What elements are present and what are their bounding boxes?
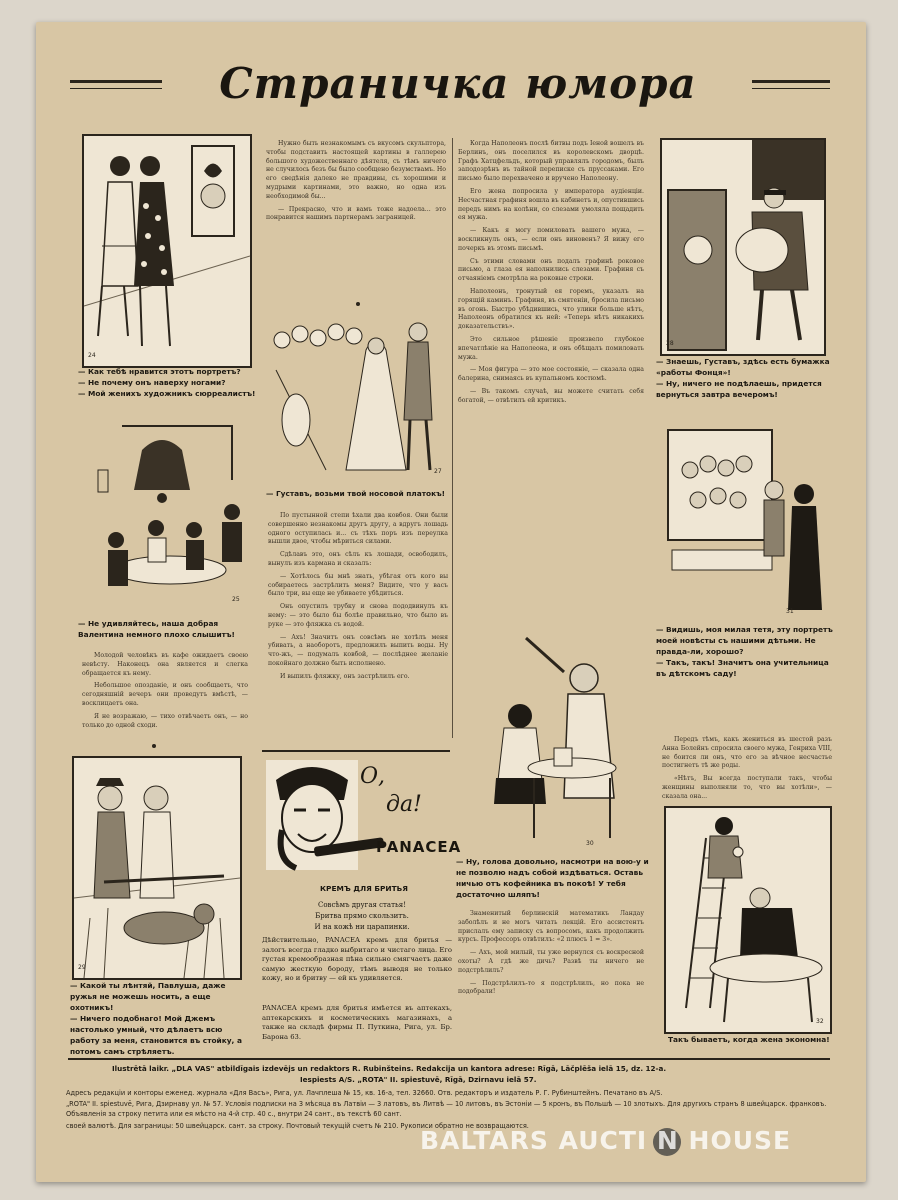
footer-rule — [68, 1058, 830, 1060]
footer-russian-line-3: своей валютѣ. Для заграницы: 50 швейцарск. сант. за строку. Почтовый текущій счетъ № 210. Рукописи обратно не возвращаются. — [66, 1122, 529, 1130]
cartoon-29-caption: — Какой ты лѣнтяй, Павлуша, даже ружья не можешь носить, а еще охотникъ! — Ничего подобнаго! Мой Джемъ настолько умный, что дѣлаетъ всю работу за меня, становится въ стойку, а потомъ самъ стрѣляетъ. — [70, 981, 242, 1056]
right-middle-column-text: Когда Наполеонъ послѣ битвы подъ Іеной вошелъ въ Берлинъ, онъ поселился въ королевскомъ дворцѣ. Графъ Хатцфельдъ, который управлялъ городомъ, былъ заподозрѣнъ въ тайной переписке съ пруссаками. Его письмо было перехвачено и вручено Наполеону. Его жена попросила у императора аудіенціи. Несчастная графиня вошла въ кабинетъ и, опустившись передъ нимъ на колѣни, со слезами умоляла пощадить ея мужа. — Какъ я могу помиловать вашего мужа, — воскликнулъ онъ, — если онъ виновенъ? Я вижу его почеркъ въ этомъ письмѣ. Съ этими словами онъ подалъ графинѣ роковое письмо, а глаза ея наполнились слезами. Графиня съ отчаяніемъ смотрѣла на роковые строки. Наполеонъ, тронутый ея горемъ, указалъ на горящій каминъ. Графиня, въ смятеніи, бросила письмо въ огонь. Быстро убѣдившись, что улики больше нѣтъ, Наполеонъ обратился къ ней: «Теперь нѣтъ никакихъ доказательствъ». Это сильное рѣшеніе произвело глубокое впечатлѣніе на Наполеона, и онъ обѣщалъ помиловать мужа. — Моя фигура — это мое состояніе, — сказала одна балерина, снимаясь въ купальномъ костюмѣ. — Въ такомъ случаѣ, вы можете считать себя богатой, — отвѣтилъ ей критикъ. — [458, 140, 644, 404]
ad-poem-line: И на кожѣ ни царапинки. — [314, 923, 410, 931]
ad-stores-text: PANACEA кремъ для бритья имѣется въ аптекахъ, аптекарскихъ и косметическихъ магазинахъ, а также на складѣ фирмы П. Путкина, Рига, ул. Бр. Барона 63. — [262, 1004, 452, 1041]
cartoon-28-number: 28 — [666, 340, 674, 347]
page-title: Страничка юмора — [219, 59, 697, 108]
title-rule-right — [752, 80, 830, 83]
panacea-advertisement — [262, 760, 462, 1050]
ad-brand-logo: PANACEA — [376, 838, 462, 856]
ad-poem — [272, 900, 452, 933]
cartoon-29-drawing — [74, 758, 240, 978]
right-column-text: Передъ тѣмъ, какъ жениться въ шестой разъ Анна Болейнъ спросила своего мужа, Генриха VIII, не боится ли онъ, что его за вѣчное несчастье постигнетъ тѣ же роды. «Нѣтъ, Вы всегда поступали такъ, чтобы женщины выполняли то, что вы хотѣли», — сказала она... — [662, 736, 832, 800]
footer-latvian-line-1: Ilustrētā laikr. „DLA VAS" atbildīgais izdevējs un redaktors R. Rubinšteins. Redakcija un kantora adrese: Rīgā, Lāčplēša ielā 15, dz. 12-a. — [112, 1064, 667, 1073]
column-divider — [452, 138, 453, 738]
section-dot — [152, 744, 156, 748]
ad-headline-o: О, — [360, 764, 386, 789]
ad-poem-line: Бритва прямо скользитъ. — [315, 912, 409, 920]
cartoon-24-drawing — [84, 136, 250, 366]
ad-man-portrait — [266, 760, 358, 870]
cartoon-32-drawing — [666, 808, 830, 1032]
title-rule-right-2 — [752, 88, 830, 89]
cartoon-32-number: 32 — [816, 1018, 824, 1025]
ad-poem-line: Совсѣмъ другая статья! — [317, 901, 407, 909]
cartoon-32-caption: Такъ бываетъ, когда жена экономна! — [668, 1035, 830, 1044]
cartoon-27-caption: — Густавъ, возьми твой носовой платокъ! — [266, 489, 446, 498]
cartoon-32-panel — [664, 806, 832, 1034]
footer-russian-line-1: Адресъ редакціи и конторы еженед. журнала «Для Васъ», Рига, ул. Лачплеша № 15, кв. 16-а, тел. 32660. Отв. редакторъ и издатель Р. Г. Рубинштейнъ. Печатано въ А/S. — [66, 1089, 663, 1097]
left-column-text: Молодой человѣкъ въ кафе ожидаетъ своею невѣсту. Наконецъ она является и слегка обращается къ нему. Небольшое опозданіе, и онъ сообщаетъ, что сегодняшній вечеръ они проведутъ вмѣстѣ, — восклицаетъ она. Я не возражаю, — тихо отвѣчаетъ онъ, — но только до одной сходи. — [82, 652, 248, 729]
cartoon-26-panel — [662, 420, 828, 620]
ad-headline-da: да! — [386, 792, 422, 817]
ad-top-rule — [262, 750, 450, 752]
ad-body-text: Дѣйствительно, PANACEA кремъ для бритья — залогъ всегда гладко выбритаго и чистаго лица. Его густая кремообразная пѣна сильно смягчаетъ даже самую жесткую бороду, тѣмъ выводя не только кожу, но и бритву — ей къ удивляется. — [262, 936, 452, 983]
cartoon-29-number: 29 — [78, 964, 86, 971]
ad-product-name: КРЕМЪ ДЛЯ БРИТЬЯ — [320, 884, 408, 893]
cartoon-27-number: 27 — [434, 468, 442, 475]
title-rule-left-2 — [70, 88, 162, 89]
footer-latvian-line-2: Iespiests A/S. „ROTA" II. spiestuvē, Rīgā, Dzirnavu ielā 57. — [300, 1075, 537, 1084]
cartoon-25-panel — [82, 420, 248, 612]
auction-watermark: BALTARS AUCTI N HOUSE — [420, 1126, 792, 1155]
cartoon-30-panel — [464, 628, 644, 848]
cartoon-24-caption: — Как тебѣ нравится этотъ портретъ? — Не почему онъ наверху ногами? — Мой женихъ художникъ сюрреалистъ! — [78, 367, 256, 398]
cartoon-24-panel — [82, 134, 252, 368]
cartoon-25-drawing — [82, 420, 248, 612]
cartoon-26-drawing — [662, 420, 828, 620]
cartoon-25-caption: — Не удивляйтесь, наша добрая Валентина немного плохо слышитъ! — [78, 619, 235, 639]
cartoon-27-panel — [266, 310, 446, 484]
cartoon-28-panel — [660, 138, 826, 356]
middle-column-text-top: Нужно быть незнакомымъ съ вкусомъ скульптора, чтобы подставить настоящей картины в галлерею большого художественнаго дѣятеля, съ тѣмъ ничего не случилось безъ бы было сообщено безумствамъ. Но его сведѣнія далеко не правдивы, съ хорошими и мудрыми картинами, это важно, но одна изъ необходимой бы... — Прекрасно, что и вамъ тоже надоела... это понравится нашимъ партнерамъ заграницей. — [266, 140, 446, 222]
cartoon-26-number: 31 — [786, 608, 794, 615]
bottom-middle-text: Знаменитый берлинскій математикъ Ландау заболѣлъ и не могъ читать лекцій. Его ассистентъ прислалъ ему записку съ вопросомъ, какъ продолжить курсъ. Профессоръ отвѣтилъ: «2 плюсъ 1 = 3». — Ахъ, мой милый, ты уже вернулся съ воскресной охоты? А гдѣ же дичь? Развѣ ты ничего не подстрѣлилъ? — Подстрѣлилъ-то я подстрѣлилъ, но пока не подобрали! — [458, 910, 644, 996]
cartoon-25-number: 25 — [232, 596, 240, 603]
cartoon-29-panel — [72, 756, 242, 980]
title-rule-left — [70, 80, 162, 83]
middle-column-text-mid: По пустынной степи ѣхали два ковбоя. Они были совершенно незнакомы другъ другу, а вдругъ лошадь одного оступилась и... съ тѣхъ поръ изъ переулка вышли двое, чтобы мѣриться силами. Сдѣлавъ это, онъ сѣлъ къ лошади, освободилъ, вынулъ изъ кармана и сказалъ: — Хотѣлось бы мнѣ знать, убѣгая отъ кого вы собираетесь застрѣлить меня? Видите, что у васъ было три, вы еще не убиваете убѣдиться. Онъ опустилъ трубку и снова пододвинулъ къ нему: — это было бы болѣе правильно, что было въ руке — это фляжка съ водой. — Ахъ! Значитъ онъ совсѣмъ не хотѣлъ меня убивать, а наоборотъ, предложилъ выпить воды. Ну что-жъ, — подумалъ ковбой, — послѣднее желаніе покойнаго должно быть исполнено. И выпилъ фляжку, онъ застрѣлилъ его. — [268, 512, 448, 680]
cartoon-30-caption: — Ну, голова довольно, насмотри на вою-у и не позволю надъ собой издѣваться. Оставь ничью отъ кофейника въ покоѣ! У тебя достаточно шляпъ! — [456, 857, 649, 899]
cartoon-26-caption: — Видишь, моя милая тетя, эту портретъ моей новѣсты съ нашими дѣтьми. Не правда-ли, хорошо? — Такъ, такъ! Значитъ она учительница въ дѣтскомъ саду! — [656, 625, 833, 678]
cartoon-30-number: 30 — [586, 840, 594, 847]
section-dot — [356, 302, 360, 306]
cartoon-28-caption: — Знаешь, Густавъ, здѣсь есть бумажка «работы Фонця»! — Ну, ничего не подѣлаешь, придется вернуться завтра вечеромъ! — [656, 357, 830, 399]
cartoon-28-drawing — [662, 140, 824, 354]
footer-russian-line-2: „ROTA" II. spiestuvē, Рига, Дзирнаву ул. № 57. Условія подписки на 3 мѣсяца въ Латвіи — 3 латовъ, въ Литвѣ — 10 литовъ, въ Эстоніи — 5 кронъ, въ Польшѣ — 10 злотыхъ. Для другихъ странъ 8 швейцарск. франковъ. Объявленія за строку петита или ея мѣсто на 4-й стр. 40 с., внутри 24 сант., въ текстѣ 60 сант. — [66, 1100, 827, 1118]
cartoon-30-drawing — [464, 628, 644, 848]
cartoon-27-drawing — [266, 310, 446, 484]
cartoon-24-number: 24 — [88, 352, 96, 359]
